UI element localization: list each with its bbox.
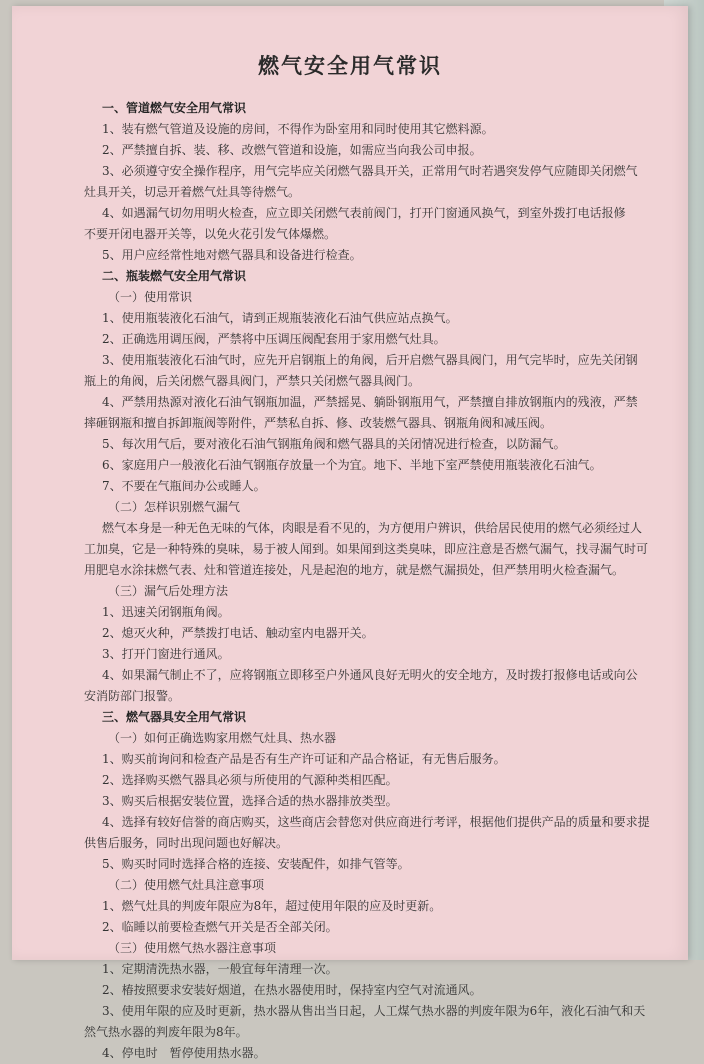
paragraph-line: 3、使用瓶装液化石油气时，应先开启钢瓶上的角阀，后开启燃气器具阀门，用气完毕时，应先关闭钢 — [102, 353, 638, 367]
paragraph-line: 2、选择购买燃气器具必须与所使用的气源种类相匹配。 — [102, 773, 398, 787]
subsection-heading: （二）使用燃气灶具注意事项 — [108, 878, 265, 892]
paragraph-line: 4、停电时 暂停使用热水器。 — [102, 1046, 266, 1060]
paper-sheet — [12, 6, 688, 1060]
paragraph-continuation: 用肥皂水涂抹燃气表、灶和管道连接处，凡是起泡的地方，就是燃气漏损处，但严禁用明火检查漏气。 — [84, 563, 625, 577]
paragraph-line: 1、定期清洗热水器，一般宜每年清理一次。 — [102, 962, 338, 976]
subsection-heading: （二）怎样识别燃气漏气 — [108, 500, 241, 514]
paragraph-continuation: 灶具开关，切忌开着燃气灶具等待燃气。 — [84, 185, 301, 199]
paragraph-line: 5、用户应经常性地对燃气器具和设备进行检查。 — [102, 248, 362, 262]
paragraph-line: 4、选择有较好信誉的商店购买，这些商店会替您对供应商进行考评，根据他们提供产品的质量和要求提 — [102, 815, 650, 829]
paragraph-line: 1、装有燃气管道及设施的房间，不得作为卧室用和同时使用其它燃料源。 — [102, 122, 494, 136]
paragraph-line: 2、严禁擅自拆、装、移、改燃气管道和设施，如需应当向我公司申报。 — [102, 143, 482, 157]
paragraph-line: 1、燃气灶具的判废年限应为8年，超过使用年限的应及时更新。 — [102, 899, 442, 913]
paragraph-line: 3、打开门窗进行通风。 — [102, 647, 230, 661]
section-heading: 一、管道燃气安全用气常识 — [102, 101, 247, 115]
section-heading: 三、燃气器具安全用气常识 — [102, 710, 247, 724]
paragraph-line: 1、购买前询问和检查产品是否有生产许可证和产品合格证，有无售后服务。 — [102, 752, 506, 766]
paragraph-line: 2、正确选用调压阀，严禁将中压调压阀配套用于家用燃气灶具。 — [102, 332, 446, 346]
subsection-heading: （三）使用燃气热水器注意事项 — [108, 941, 277, 955]
paragraph-line: 6、家庭用户一般液化石油气钢瓶存放量一个为宜。地下、半地下室严禁使用瓶装液化石油气。 — [102, 458, 602, 472]
paragraph-line: 2、临睡以前要检查燃气开关是否全部关闭。 — [102, 920, 338, 934]
paragraph-line: 燃气本身是一种无色无味的气体，肉眼是看不见的，为方便用户辨识，供给居民使用的燃气必须经过人 — [102, 521, 643, 535]
paragraph-continuation: 瓶上的角阀，后关闭燃气器具阀门，严禁只关闭燃气器具阀门。 — [84, 374, 421, 388]
paragraph-line: 5、每次用气后，要对液化石油气钢瓶角阀和燃气器具的关闭情况进行检查，以防漏气。 — [102, 437, 566, 451]
paragraph-continuation: 供售后服务，同时出现问题也好解决。 — [84, 836, 289, 850]
paragraph-continuation: 摔砸钢瓶和擅自拆卸瓶阀等附件，严禁私自拆、修、改装燃气器具、钢瓶角阀和减压阀。 — [84, 416, 553, 430]
paragraph-line: 4、严禁用热源对液化石油气钢瓶加温，严禁摇晃、躺卧钢瓶用气，严禁擅自排放钢瓶内的残液，严禁 — [102, 395, 638, 409]
paragraph-continuation: 然气热水器的判废年限为8年。 — [84, 1025, 248, 1039]
document-body — [12, 98, 688, 1064]
document-title: 燃气安全用气常识 — [258, 53, 442, 78]
subsection-heading: （一）如何正确选购家用燃气灶具、热水器 — [108, 731, 337, 745]
paragraph-line: 4、如果漏气制止不了，应将钢瓶立即移至户外通风良好无明火的安全地方，及时拨打报修电话或向公 — [102, 668, 638, 682]
paragraph-line: 3、必须遵守安全操作程序，用气完毕应关闭燃气器具开关，正常用气时若遇突发停气应随即关闭燃气 — [102, 164, 638, 178]
paragraph-line: 7、不要在气瓶间办公或睡人。 — [102, 479, 266, 493]
paragraph-line: 2、熄灭火种，严禁拨打电话、触动室内电器开关。 — [102, 626, 374, 640]
paragraph-line: 4、如遇漏气切勿用明火检查，应立即关闭燃气表前阀门，打开门窗通风换气，到室外拨打电话报修 — [102, 206, 626, 220]
paragraph-line: 2、椿按照要求安装好烟道，在热水器使用时，保持室内空气对流通风。 — [102, 983, 482, 997]
paragraph-line: 1、迅速关闭钢瓶角阀。 — [102, 605, 230, 619]
paragraph-line: 3、使用年限的应及时更新，热水器从售出当日起，人工煤气热水器的判废年限为6年，液化石油气和天 — [102, 1004, 646, 1018]
paragraph-line: 5、购买时同时选择合格的连接、安装配件，如排气管等。 — [102, 857, 410, 871]
section-heading: 二、瓶装燃气安全用气常识 — [102, 269, 247, 283]
subsection-heading: （三）漏气后处理方法 — [108, 584, 229, 598]
paragraph-continuation: 安消防部门报警。 — [84, 689, 181, 703]
paragraph-line: 1、使用瓶装液化石油气，请到正规瓶装液化石油气供应站点换气。 — [102, 311, 458, 325]
paragraph-line: 3、购买后根据安装位置，选择合适的热水器排放类型。 — [102, 794, 398, 808]
paragraph-continuation: 工加臭，它是一种特殊的臭味，易于被人闻到。如果闻到这类臭味，即应注意是否燃气漏气，找寻漏气时可 — [84, 542, 649, 556]
subsection-heading: （一）使用常识 — [108, 290, 193, 304]
paragraph-continuation: 不要开闭电器开关等，以免火花引发气体爆燃。 — [84, 227, 337, 241]
